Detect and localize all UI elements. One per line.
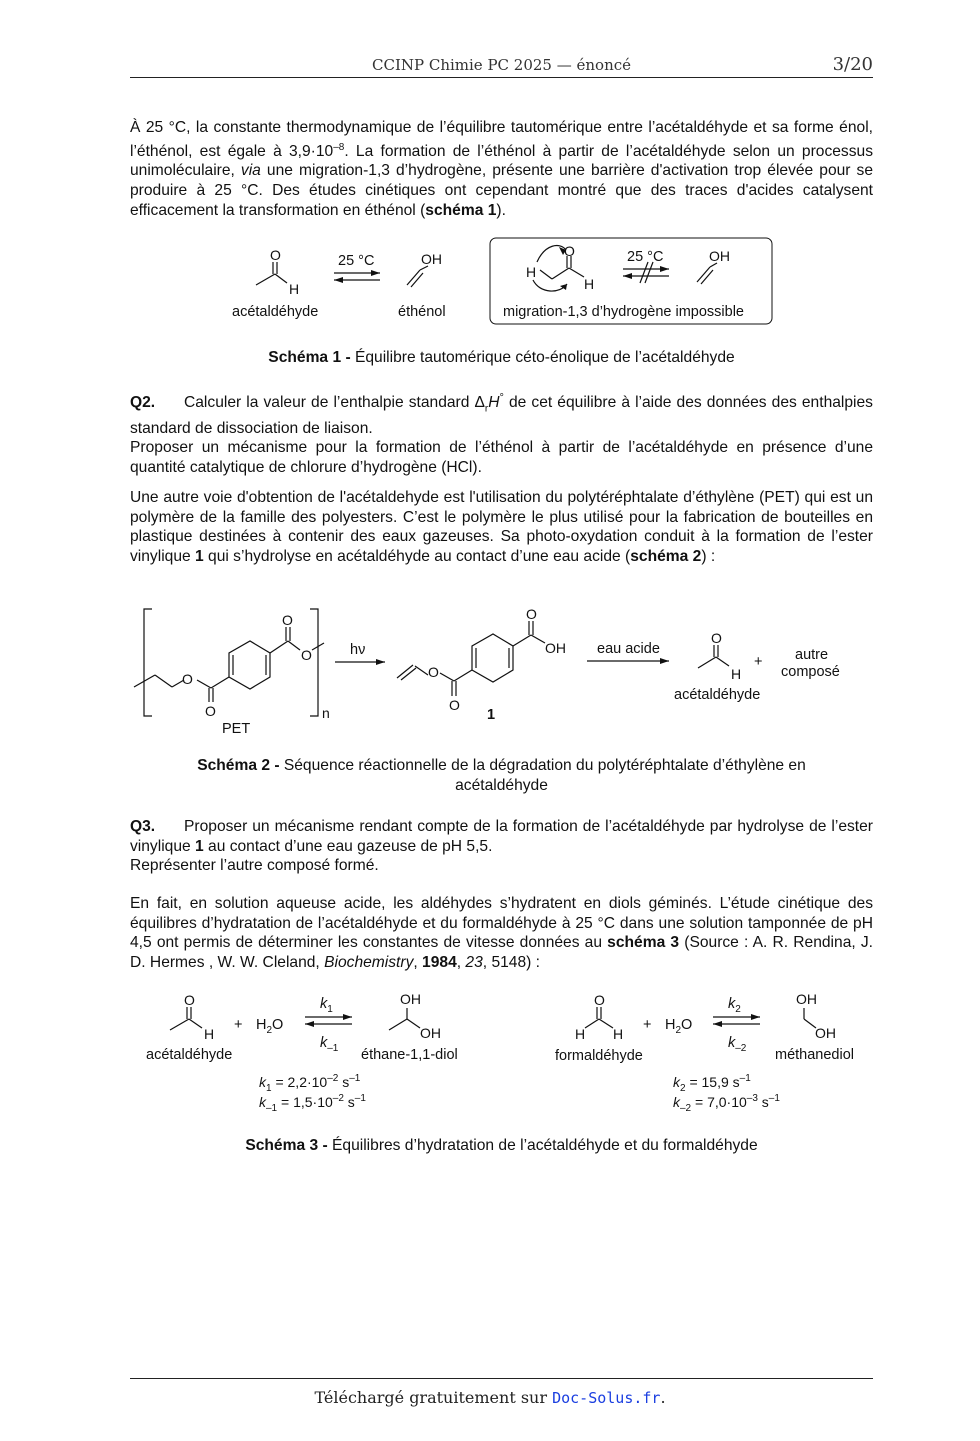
ethanediol-structure (389, 1008, 420, 1030)
label-autre: autre (795, 647, 829, 663)
s3-oh-3: OH (796, 991, 817, 1007)
label-temperature-box: 25 °C (627, 249, 664, 265)
scheme-3 (0, 985, 980, 1120)
intro-paragraph (130, 118, 873, 220)
caption-2-bold: Schéma 2 - (197, 757, 280, 774)
s3-atom-h-2: H (575, 1026, 586, 1042)
s3-plus-1: + (234, 1017, 243, 1033)
page-footer (0, 1388, 980, 1407)
atom-o: O (270, 247, 281, 263)
label-compose: composé (781, 664, 840, 680)
para2-text-1: Une autre voie d'obtention de l'acétaldehyde est l'utilisation du polytéréphtalate d’éthylène (PET) qui est un polymère de la famille des polyesters. C’est le polymère le plus utilisé pour la fabrication de bouteilles en plastique destinées à contenir des eaux gazeuses. Sa photo-oxydation conduit à la formation de l’ester vinylique (130, 489, 873, 565)
vinyl-ester-structure (397, 621, 545, 696)
page-number: 3/20 (832, 54, 873, 75)
footer-dot: . (660, 1388, 666, 1407)
caption-2-text-1: Séquence réactionnelle de la dégradation du polytéréphtalate d’éthylène en (279, 757, 806, 774)
scheme-2 (0, 600, 980, 745)
label-pet: PET (222, 721, 251, 737)
caption-1-bold: Schéma 1 - (268, 349, 351, 366)
label-temperature: 25 °C (338, 253, 375, 269)
label-hv: hν (350, 642, 366, 658)
para1-italic: via (240, 162, 261, 180)
atom-o-box: O (564, 243, 575, 259)
label-ethenol: éthénol (398, 304, 446, 320)
para3-volume: 23 (465, 953, 483, 971)
plus-sign: + (754, 654, 763, 670)
label-eau-acide: eau acide (597, 641, 660, 657)
formaldehyde-structure (585, 1007, 613, 1028)
s3-oh-2: OH (420, 1025, 441, 1041)
para3-text-3: , (413, 953, 423, 971)
acid-oh: OH (545, 640, 566, 656)
q3-text-3: Représenter l’autre composé formé. (130, 857, 379, 875)
s3-atom-h-1: H (204, 1026, 215, 1042)
hydration-paragraph (130, 894, 873, 972)
q3-text-1: Proposer un mécanisme rendant compte de la formation de l’acétaldéhyde par hydrolyse de l’ester vinylique (130, 818, 873, 855)
s3-km2: $k_{-2}$ (728, 1035, 747, 1054)
s3-label-formaldehyde: formaldéhyde (555, 1048, 643, 1064)
s3-arrows-1 (305, 1014, 352, 1027)
q2-text-2: de cet équilibre à l’aide des données des enthalpies standard de dissociation de liaison. (130, 394, 873, 437)
label-acetaldehyde-2: acétaldéhyde (674, 687, 761, 703)
para1-text-1: À 25 °C, la constante thermodynamique de l’équilibre tautomérique entre l’acétaldéhyde et sa forme énol, l’éthénol, est égale à 3,9·10 (130, 119, 873, 160)
acetaldehyde-structure (256, 262, 287, 285)
q3-compound: 1 (195, 837, 204, 855)
q2-h: H (488, 394, 500, 412)
pet-structure (134, 609, 324, 716)
label-acetaldehyde: acétaldéhyde (232, 304, 319, 320)
scheme-2-caption (130, 756, 873, 796)
caption-3-bold: Schéma 3 - (245, 1137, 328, 1154)
s3-km2-value: $k_{-2} = 7,0\cdot 10^{-3}$ $s^{-1}$ (673, 1093, 780, 1114)
s3-water-2: $H_2O$ (665, 1017, 693, 1036)
header-rule (130, 77, 873, 78)
q2-text-3: Proposer un mécanisme pour la formation de l’éthénol à partir de l’acétaldéhyde en présence d’une quantité catalytique de chlorure d’hydrogène (HCl). (130, 439, 873, 477)
page-header (130, 52, 873, 78)
product-o: O (711, 630, 722, 646)
s3-atom-o-1: O (184, 992, 195, 1008)
pet-o-4: O (301, 647, 312, 663)
s3-k1-value: $k_1 = 2,2\cdot 10^{-2}$ $s^{-1}$ (259, 1073, 361, 1094)
footer-text: Téléchargé gratuitement sur (314, 1388, 553, 1407)
pet-o-2: O (205, 703, 216, 719)
para3-text-5: , 5148) : (482, 953, 540, 971)
para3-journal: Biochemistry (324, 953, 414, 971)
hv-arrow (335, 659, 385, 665)
equilibrium-arrows (334, 270, 380, 283)
q3-label: Q3. (130, 818, 156, 835)
s3-label-acetaldehyde: acétaldéhyde (146, 1047, 233, 1063)
footer-rule (130, 1378, 873, 1379)
s3-plus-2: + (643, 1017, 652, 1033)
pet-paragraph (130, 488, 873, 566)
s3-label-methanediol: méthanediol (775, 1047, 854, 1063)
pet-o-1: O (182, 671, 193, 687)
question-q3 (130, 817, 873, 876)
q2-degree: ° (499, 392, 504, 404)
s3-atom-o-2: O (594, 992, 605, 1008)
scheme-3-caption (130, 1136, 873, 1156)
para3-text-4: , (456, 953, 466, 971)
atom-oh-box: OH (709, 248, 730, 264)
q3-text-2: au contact d’une eau gazeuse de pH 5,5. (203, 837, 493, 855)
s3-km1-value: $k_{-1} = 1,5\cdot 10^{-2}$ $s^{-1}$ (259, 1093, 366, 1114)
para1-text-2: . La formation de l’éthénol à partir de l’acétaldéhyde selon un processus unimoléculaire, (130, 142, 873, 180)
ethenol-structure (407, 266, 428, 287)
s3-km1: $k_{-1}$ (320, 1035, 339, 1054)
para2-text-2: qui s’hydrolyse en acétaldéhyde au contact d’une eau acide ( (203, 547, 631, 565)
s3-k2: $k_2$ (728, 996, 741, 1015)
q2-delta: Δ (474, 394, 485, 412)
s3-arrows-2 (713, 1014, 760, 1027)
question-q2 (130, 389, 873, 478)
migration-structure (533, 246, 584, 292)
q2-label: Q2. (130, 394, 156, 412)
para3-text-1: En fait, en solution aqueuse acide, les aldéhydes s’hydratent en diols géminés. L’étude cinétique des équilibres d’hydratation de l’acétaldéhyde et du formaldéhyde à 25 °C dans une solution tamponnée de pH 4,5 ont permis de déterminer les constantes de vitesse données au (130, 895, 873, 952)
pet-n: n (322, 705, 330, 721)
header-title: CCINP Chimie PC 2025 — énoncé (371, 56, 632, 74)
q2-text-1: Calculer la valeur de l’enthalpie standard (184, 394, 475, 412)
caption-3-text: Équilibres d’hydratation de l’acétaldéhyde et du formaldéhyde (327, 1137, 758, 1154)
acid-o: O (526, 606, 537, 622)
scheme-1 (0, 230, 980, 335)
s3-oh-1: OH (400, 991, 421, 1007)
para3-ref: schéma 3 (607, 934, 680, 952)
acetaldehyde-product-structure (698, 645, 729, 668)
compound-1-label: 1 (487, 707, 496, 723)
para2-compound-1: 1 (195, 547, 204, 565)
s3-water-1: $H_2O$ (256, 1017, 284, 1036)
s3-atom-h-3: H (613, 1026, 624, 1042)
para1-text-4: ). (496, 201, 506, 219)
product-h: H (731, 666, 742, 682)
pet-o-3: O (282, 612, 293, 628)
para1-exponent: –8 (333, 141, 345, 153)
atom-h-box-right: H (584, 276, 595, 292)
acetaldehyde-s3-structure (170, 1007, 202, 1030)
atom-h: H (289, 281, 300, 297)
blocked-arrows (623, 262, 669, 283)
hydrolysis-arrow (587, 658, 669, 664)
q2-sub-r: r (484, 403, 489, 415)
para1-text-3: une migration-1,3 d’hydrogène, présente une barrière d'activation trop élevée pour se produire à 25 °C. Des études cinétiques ont cependant montré que des traces d'acides catalysent efficacement la transformation en éthénol ( (130, 162, 873, 219)
atom-h-box-left: H (526, 264, 537, 280)
atom-oh: OH (421, 251, 442, 267)
para3-year: 1984 (422, 953, 457, 971)
s3-k2-value: $k_2 = 15,9$ $s^{-1}$ (673, 1073, 751, 1094)
footer-link[interactable]: Doc-Solus.fr (552, 1389, 661, 1407)
label-migration-impossible: migration-1,3 d’hydrogène impossible (503, 304, 744, 320)
scheme-1-caption (130, 348, 873, 368)
caption-1-text: Équilibre tautomérique céto-énolique de l’acétaldéhyde (350, 349, 735, 366)
caption-2-text-2: acétaldéhyde (455, 777, 548, 794)
para1-ref: schéma 1 (425, 201, 497, 219)
para3-text-2: (Source : A. R. Rendina, J. D. Hermes , W. W. Cleland, (130, 934, 873, 971)
ester-o-1: O (428, 664, 439, 680)
para2-text-3: ) : (701, 547, 716, 565)
s3-k1: $k_1$ (320, 996, 333, 1015)
ethenol-structure-box (697, 263, 717, 284)
s3-oh-4: OH (815, 1025, 836, 1041)
s3-label-ethanediol: éthane-1,1-diol (361, 1047, 458, 1063)
ester-o-2: O (449, 697, 460, 713)
para2-ref: schéma 2 (630, 547, 702, 565)
